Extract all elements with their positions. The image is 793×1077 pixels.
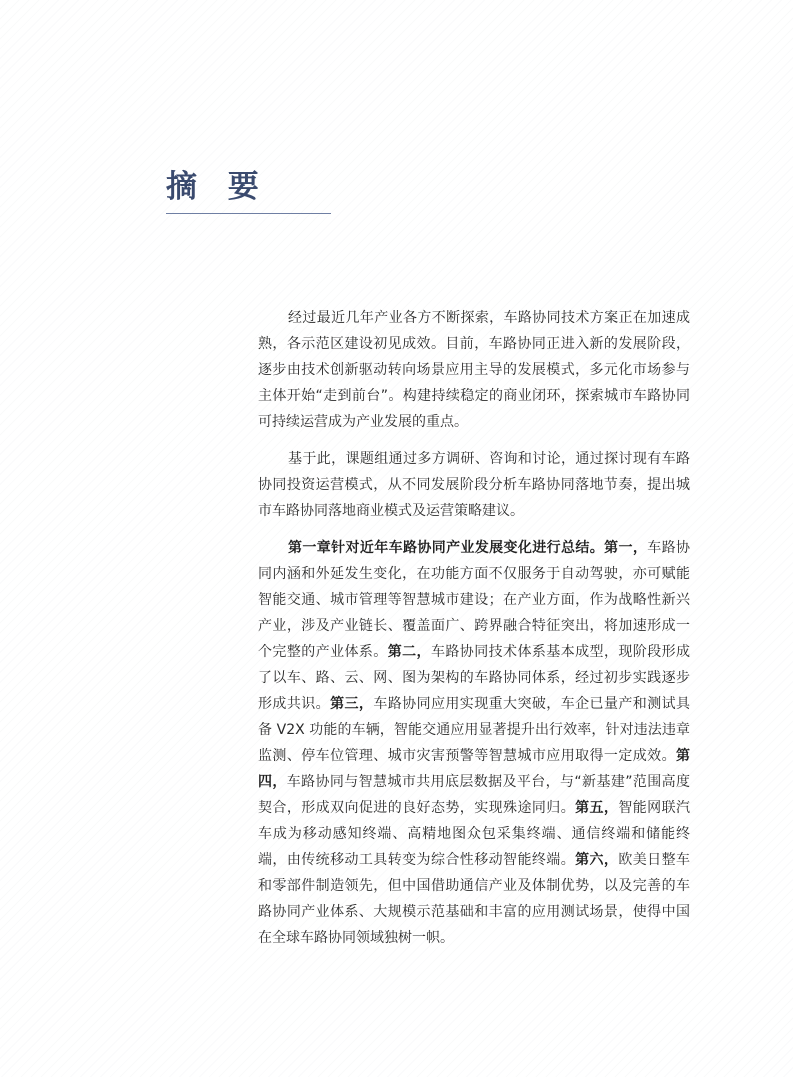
text-segment: 基于此，课题组通过多方调研、咨询和讨论，通过探讨现有车路协同投资运营模式，从不同发展阶段分析车路协同落地节奏，提出城市车路协同落地商业模式及运营策略建议。 xyxy=(258,451,690,519)
section-heading xyxy=(166,165,331,214)
text-segment: 车路协同应用实现重大突破，车企已量产和测试具备 V2X 功能的车辆，智能交通应用显著提升出行效率，针对违法违章监测、停车位管理、城市灾害预警等智慧城市应用取得一定成效。 xyxy=(258,696,691,764)
paragraph xyxy=(258,535,690,951)
text-segment: 欧美日整车和零部件制造领先，但中国借助通信产业及体制优势，以及完善的车路协同产业体系、大规模示范基础和丰富的应用测试场景，使得中国在全球车路协同领域独树一帜。 xyxy=(258,852,691,946)
bold-text-segment: 第二， xyxy=(387,644,431,660)
bold-text-segment: 第四， xyxy=(258,748,690,790)
text-segment: 车路协同技术体系基本成型，现阶段形成了以车、路、云、网、图为架构的车路协同体系，经过初步实践逐步形成共识。 xyxy=(258,644,691,712)
paragraph xyxy=(258,305,690,435)
text-segment: 智能网联汽车成为移动感知终端、高精地图众包采集终端、通信终端和储能终端，由传统移动工具转变为综合性移动智能终端。 xyxy=(258,800,691,868)
text-segment: 车路协同与智慧城市共用底层数据及平台，与“新基建”范围高度契合，形成双向促进的良好态势，实现殊途同归。 xyxy=(258,774,690,816)
bold-text-segment: 第一章针对近年车路协同产业发展变化进行总结。第一， xyxy=(288,540,648,556)
text-segment: 经过最近几年产业各方不断探索，车路协同技术方案正在加速成熟，各示范区建设初见成效。目前，车路协同正进入新的发展阶段，逐步由技术创新驱动转向场景应用主导的发展模式，多元化市场参与主体开始“走到前台”。构建持续稳定的商业闭环，探索城市车路协同可持续运营成为产业发展的重点。 xyxy=(258,310,690,430)
paragraph xyxy=(258,446,690,524)
bold-text-segment: 第三， xyxy=(330,696,374,712)
text-segment: 车路协同内涵和外延发生变化，在功能方面不仅服务于自动驾驶，亦可赋能智能交通、城市管理等智慧城市建设；在产业方面，作为战略性新兴产业，涉及产业链长、覆盖面广、跨界融合特征突出，将加速形成一个完整的产业体系。 xyxy=(258,540,691,660)
section-title: 摘 要 xyxy=(166,169,269,205)
bold-text-segment: 第六， xyxy=(575,852,619,868)
abstract-body xyxy=(258,305,690,962)
heading-underline xyxy=(166,213,331,214)
bold-text-segment: 第五， xyxy=(575,800,619,816)
